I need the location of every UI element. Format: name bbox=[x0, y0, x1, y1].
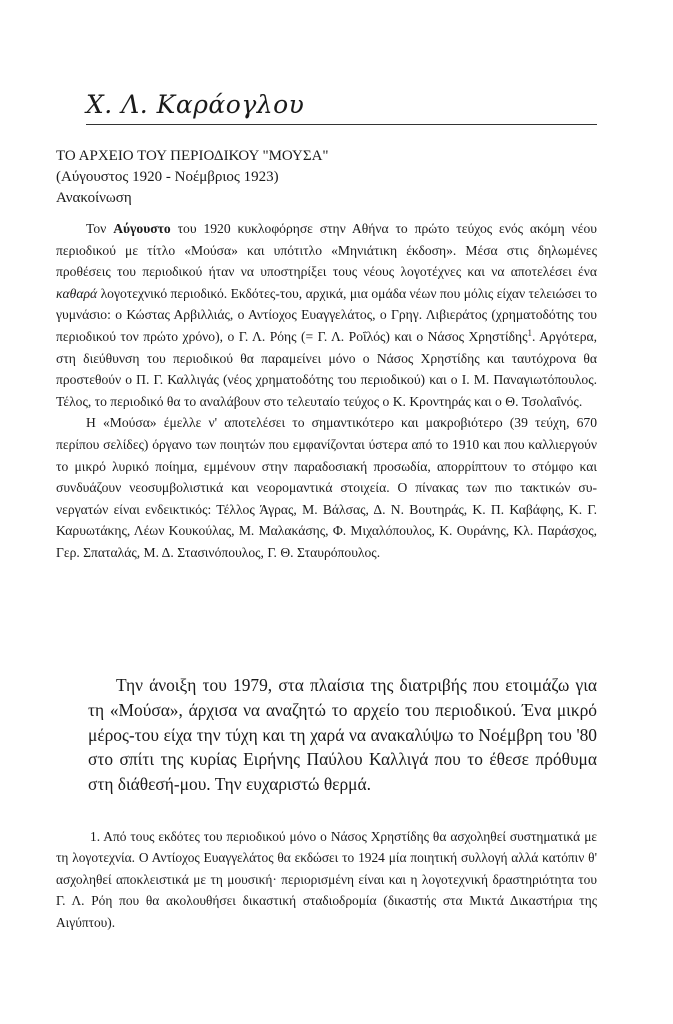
paragraph-2: Η «Μούσα» έμελλε ν' αποτελέσει το σημαντικότερο και μακροβιότερο (39 τεύχη, 670 περίπου σελίδες) όργανο των ποιητών που εμφανίζονται ύστερα από το 1910 και που καλλιεργούν το μικρό λυρικό ποίημα, εμμένουν στην παραδοσιακή προσωδία, απορρίπτουν το στόμφο και συνδυάζουν νεοσυμβολιστικά και νεορομαντικά στοιχεία. Ο πίνακας των πιο τακτικών συνεργατών είναι ενδεικτικός: Τέλλος Άγρας, Μ. Βάλσας, Δ. Ν. Βουτηράς, Κ. Π. Καβάφης, Κ. Γ. Καρυωτάκης, Λέων Κουκούλας, Μ. Μαλακάσης, Φ. Μιχαλόπουλος, Κ. Ουράνης, Κλ. Παράσχος, Γερ. Σπαταλάς, Μ. Δ. Στασινόπουλος, Γ. Θ. Σταυρόπουλος. bbox=[56, 415, 597, 560]
footnote-ref: 1 bbox=[527, 327, 533, 338]
article-type: Ανακοίνωση bbox=[56, 190, 132, 206]
acknowledgement-paragraph bbox=[88, 673, 597, 797]
footnote bbox=[56, 826, 597, 933]
p1-bold-word: Αύγουστο bbox=[113, 221, 171, 236]
article-title-block bbox=[56, 146, 616, 209]
author-header: Χ. Λ. Καράογλου bbox=[86, 90, 305, 119]
p1-text-a: Τον bbox=[86, 221, 114, 236]
body-text bbox=[56, 218, 597, 564]
p1-text-c: του 1920 κυκλοφόρησε στην Αθήνα το πρώτο τεύχος ενός ακόμη νέου περιοδικού με τίτλο «Μούσα» και υπότιτλο «Μηνιάτικη έκδοση». Μέσα στις δηλωμένες προθέσεις του περιοδικού ήταν να υποστηρίξει τους νέους λογοτέχνες και να αποτελέσει ένα bbox=[56, 221, 597, 280]
article-title: ΤΟ ΑΡΧΕΙΟ ΤΟΥ ΠΕΡΙΟΔΙΚΟΥ "ΜΟΥΣΑ" bbox=[56, 148, 329, 164]
p1-italic-word: καθαρά bbox=[56, 285, 98, 301]
acknowledgement-text: Την άνοιξη του 1979, στα πλαίσια της διατριβής που ετοιμάζω για τη «Μούσα», άρχισα να αναζητώ το αρχείο του περιοδικού. Ένα μικρό μέρος-του είχα την τύχη και τη χαρά να ανακαλύψω το Νοέμβρη του '80 στο σπίτι της κυρίας Ειρήνης Παύλου Καλλιγά που το έθεσε πρόθυμα στη διάθεσή-μου. Την ευχαριστώ θερμά. bbox=[88, 675, 597, 795]
p1-text-f: . Αργότερα, στη διεύθυνση του περιοδικού θα παραμείνει μόνο ο Νάσος Χρηστίδης και ταυτόχρονα θα προστεθούν ο Π. Γ. Καλλιγάς (νέος χρηματοδότης του περιοδικού) και ο Ι. Μ. Παναγιωτόπουλος. Τέλος, το περιοδικό θα το αναλάβουν στο τελευταίο τεύχος ο Κ. Κροντηράς και ο Θ. Τσολαΐνός. bbox=[56, 328, 597, 409]
footnote-text: 1. Από τους εκδότες του περιοδικού μόνο ο Νάσος Χρηστίδης θα ασχοληθεί συστηματικά με τη λογοτεχνία. Ο Αντίοχος Ευαγγελάτος θα εκδώσει το 1924 μία ποιητική συλλογή αλλά κατόπιν θ' ασχοληθεί αποκλειστικά με τη μουσική· περιορισμένη είναι και η λογοτεχνική δραστηριότητα του Γ. Λ. Ρόη που θα ακολουθήσει δικαστική σταδιοδρομία (δικαστής στα Μικτά Δικαστήρια της Αιγύπτου). bbox=[56, 829, 597, 930]
header-rule bbox=[86, 124, 597, 125]
p1-text-e: λογοτεχνικό περιοδικό. Εκδότες-του, αρχικά, μια ομάδα νέων που μόλις είχαν τελειώσει το γυμνάσιο: ο Κώστας Αρβιλλιάς, ο Αντίοχος Ευαγγελάτος, ο Γρηγ. Λιβιεράτος (χρηματοδότης του περιοδικού τον πρώτο χρόνο), ο Γ. Λ. Ρόης (= Γ. Λ. Ροΐλός) και ο Νάσος Χρηστίδης bbox=[56, 285, 597, 344]
paragraph-1 bbox=[56, 218, 597, 412]
article-dates: (Αύγουστος 1920 - Νοέμβριος 1923) bbox=[56, 169, 279, 185]
